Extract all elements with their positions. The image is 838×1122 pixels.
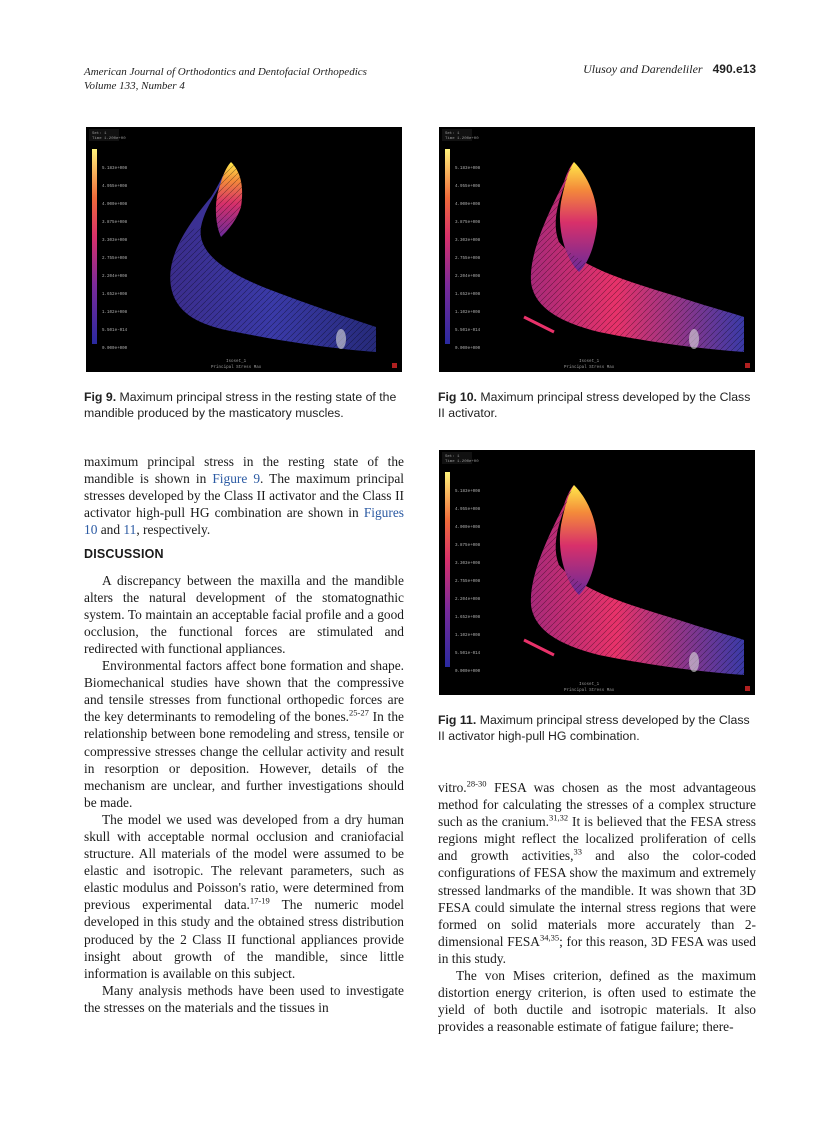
svg-text:Time 1.200e+00: Time 1.200e+00 xyxy=(445,460,479,464)
paragraph-discussion-4: Many analysis methods have been used to investigate the stresses on the materials and the tissues in xyxy=(84,982,404,1015)
running-header-journal xyxy=(84,65,367,93)
citation-34-35: 34,35 xyxy=(539,932,560,943)
running-authors: Ulusoy and Darendeliler xyxy=(583,62,703,76)
svg-text:1.102e+008: 1.102e+008 xyxy=(455,311,481,315)
svg-text:2.204e+008: 2.204e+008 xyxy=(102,275,128,279)
svg-text:Isoset_1: Isoset_1 xyxy=(579,360,600,364)
figure-11-link[interactable]: 11 xyxy=(123,522,137,538)
figure-10-caption-text: Maximum principal stress developed by the Class II activator. xyxy=(438,390,751,420)
figure-11-caption-text: Maximum principal stress developed by the Class II activator high-pull HG combination. xyxy=(438,713,750,743)
svg-text:Set: 1: Set: 1 xyxy=(445,455,460,459)
paragraph-discussion-5: vitro.$^{28-30}$ FESA was chosen as the most advantageous method for calculating the stresses of a complex structure such as the cranium.$^{31,32}$ It is believed that the FESA stress regions might reflect the localized proliferation of cells and growth activities,$^{33}$ and also the color-coded configurations of FESA show the maximum and extremely stressed landmarks of the mandible. It was shown that 3D FESA could simulate the internal stress regions that were formed on solid materials more accurately than 2-dimensional FESA$^{34,35}$; for this reason, 3D FESA was used in this study. xyxy=(438,778,757,966)
svg-text:0.000e+000: 0.000e+000 xyxy=(455,347,481,351)
svg-text:2.755e+008: 2.755e+008 xyxy=(455,257,481,261)
figure-9-link[interactable]: Figure 9 xyxy=(212,471,261,487)
citation-28-30: 28-30 xyxy=(466,778,487,789)
svg-text:Isoset_1: Isoset_1 xyxy=(226,360,247,364)
svg-text:4.000e+008: 4.000e+008 xyxy=(455,203,481,207)
svg-text:5.183e+008: 5.183e+008 xyxy=(102,167,128,171)
svg-text:5.501e-014: 5.501e-014 xyxy=(102,329,128,333)
svg-text:1.652e+008: 1.652e+008 xyxy=(102,293,128,297)
svg-text:4.000e+008: 4.000e+008 xyxy=(102,203,128,207)
paragraph-discussion-2: Environmental factors affect bone formation and shape. Biomechanical studies have shown that the compressive and tensile stresses from functional orthopedic forces are the key determinants to remodeling of the bones.$^{25-27}$ In the relationship between bone remodeling and stress, tensile or compressive stresses change the cellular activity and result in resorption or deposition. However, details of the mechanism are unclear, and further investigations should be made. xyxy=(84,658,404,810)
left-column xyxy=(84,453,404,1016)
citation-25-27: 25-27 xyxy=(349,707,369,718)
svg-text:5.183e+008: 5.183e+008 xyxy=(455,167,481,171)
figure-9-label: Fig 9. xyxy=(84,390,117,404)
svg-text:3.303e+008: 3.303e+008 xyxy=(102,239,128,243)
svg-text:4.000e+008: 4.000e+008 xyxy=(455,526,481,530)
svg-text:2.204e+008: 2.204e+008 xyxy=(455,275,481,279)
svg-text:1.652e+008: 1.652e+008 xyxy=(455,293,481,297)
svg-text:1.102e+008: 1.102e+008 xyxy=(102,311,128,315)
paragraph-discussion-1: A discrepancy between the maxilla and the mandible alters the natural development of the stomatognathic system. To maintain an acceptable facial profile and a good occlusion, the functional forces are stimulated and redirected with functional appliances. xyxy=(84,572,404,656)
svg-text:Time 1.200e+00: Time 1.200e+00 xyxy=(92,137,126,141)
figure-9-caption-text: Maximum principal stress in the resting state of the mandible produced by the masticatory muscles. xyxy=(84,390,397,420)
svg-text:2.755e+008: 2.755e+008 xyxy=(102,257,128,261)
paragraph-discussion-3: The model we used was developed from a dry human skull with acceptable normal occlusion and craniofacial structure. All materials of the model were assumed to be elastic and isotropic. The relevant parameters, such as elastic modulus and Poisson's ratio, were determined from previous experimental data.$^{17-19}$ The numeric model developed in this study and the obtained stress distribution produced by the 2 Class II functional appliances provide insight about growth of the mandible, since little information is available on this subject. xyxy=(84,811,404,981)
svg-text:4.955e+008: 4.955e+008 xyxy=(102,185,128,189)
svg-text:4.955e+008: 4.955e+008 xyxy=(455,185,481,189)
figure-9-caption xyxy=(84,389,404,421)
svg-text:Principal Stress Max: Principal Stress Max xyxy=(564,366,615,370)
svg-text:5.183e+008: 5.183e+008 xyxy=(455,490,481,494)
svg-text:Time 1.200e+00: Time 1.200e+00 xyxy=(445,137,479,141)
svg-text:Set: 1: Set: 1 xyxy=(92,132,107,136)
journal-title: American Journal of Orthodontics and Dentofacial Orthopedics xyxy=(84,66,367,78)
svg-text:5.501e-014: 5.501e-014 xyxy=(455,652,481,656)
paragraph-discussion-6: The von Mises criterion, defined as the maximum distortion energy criterion, is often used to estimate the yield of both ductile and isotropic materials. It also provides a reasonable estimate of fatigue failure; there- xyxy=(438,968,756,1035)
citation-33: 33 xyxy=(573,846,582,857)
figure-10-label: Fig 10. xyxy=(438,390,477,404)
figure-9-image xyxy=(86,127,402,372)
svg-text:3.875e+008: 3.875e+008 xyxy=(455,544,481,548)
svg-text:1.652e+008: 1.652e+008 xyxy=(455,616,481,620)
citation-17-19: 17-19 xyxy=(249,895,270,906)
figure-10-image xyxy=(439,127,755,372)
svg-text:Set: 1: Set: 1 xyxy=(445,132,460,136)
svg-text:0.000e+000: 0.000e+000 xyxy=(455,670,481,674)
section-heading-discussion: DISCUSSION xyxy=(84,547,164,562)
citation-31-32: 31,32 xyxy=(548,812,569,823)
figure-11-label: Fig 11. xyxy=(438,713,477,727)
svg-text:Principal Stress Max: Principal Stress Max xyxy=(564,689,615,693)
figure-11-caption xyxy=(438,712,756,744)
svg-text:3.303e+008: 3.303e+008 xyxy=(455,562,481,566)
svg-text:2.204e+008: 2.204e+008 xyxy=(455,598,481,602)
page-number: 490.e13 xyxy=(712,62,756,76)
svg-text:3.303e+008: 3.303e+008 xyxy=(455,239,481,243)
svg-text:2.755e+008: 2.755e+008 xyxy=(455,580,481,584)
svg-text:Isoset_1: Isoset_1 xyxy=(579,683,600,687)
svg-text:0.000e+000: 0.000e+000 xyxy=(102,347,128,351)
right-column xyxy=(438,779,756,1035)
figure-10-link[interactable]: Figures 10 xyxy=(84,505,404,538)
paragraph-results-end: maximum principal stress in the resting state of the mandible is shown in Figure 9. The maximum principal stresses developed by the Class II activator and the Class II activator high-pull HG combination are shown in Figures 10 and 11, respectively. xyxy=(84,454,404,538)
svg-text:4.955e+008: 4.955e+008 xyxy=(455,508,481,512)
svg-text:5.501e-014: 5.501e-014 xyxy=(455,329,481,333)
figure-11-image xyxy=(439,450,755,695)
svg-text:3.875e+008: 3.875e+008 xyxy=(455,221,481,225)
svg-text:Principal Stress Max: Principal Stress Max xyxy=(211,366,262,370)
running-header-right xyxy=(560,62,756,77)
svg-text:1.102e+008: 1.102e+008 xyxy=(455,634,481,638)
svg-text:3.875e+008: 3.875e+008 xyxy=(102,221,128,225)
journal-volume: Volume 133, Number 4 xyxy=(84,80,185,92)
figure-10-caption xyxy=(438,389,756,421)
